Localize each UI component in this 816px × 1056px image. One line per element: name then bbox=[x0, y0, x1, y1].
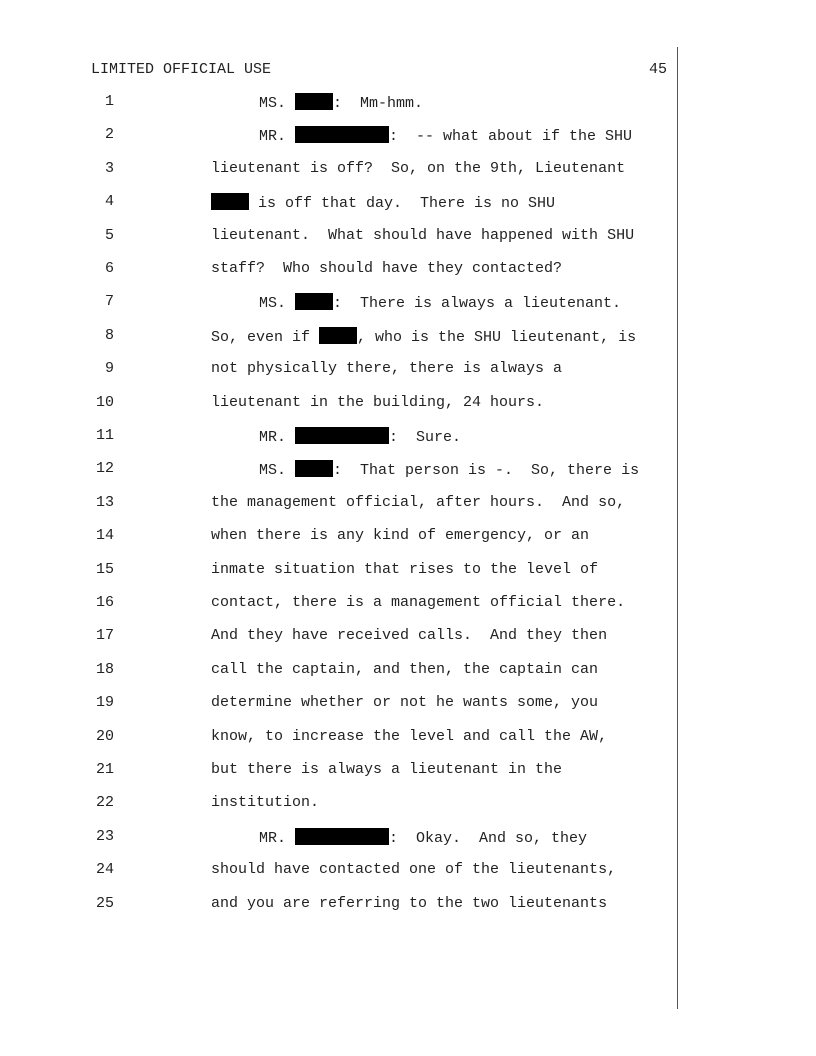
text-run: lieutenant is off? So, on the 9th, Lieutenant bbox=[211, 159, 626, 177]
line-text bbox=[211, 895, 607, 912]
text-run: So, even if bbox=[211, 328, 320, 346]
transcript-line bbox=[0, 661, 677, 681]
text-run: and you are referring to the two lieutenants bbox=[211, 894, 608, 912]
text-run: MS. bbox=[259, 462, 296, 480]
line-text bbox=[211, 661, 598, 678]
line-number: 6 bbox=[104, 260, 114, 277]
line-number: 8 bbox=[104, 326, 114, 344]
transcript-line bbox=[0, 527, 677, 547]
text-run: : That person is -. So, there is bbox=[333, 462, 640, 480]
line-number: 5 bbox=[104, 226, 114, 244]
line-text bbox=[211, 260, 562, 277]
transcript-line bbox=[0, 494, 677, 514]
text-run: institution. bbox=[211, 794, 320, 812]
transcript-line bbox=[0, 895, 677, 915]
line-number: 2 bbox=[104, 126, 114, 144]
transcript-line bbox=[0, 460, 677, 480]
line-number: 7 bbox=[104, 293, 114, 311]
text-run: MR. bbox=[259, 429, 296, 446]
text-run: : Sure. bbox=[389, 429, 462, 446]
line-text bbox=[259, 126, 632, 145]
transcript-line bbox=[0, 561, 677, 581]
text-run: when there is any kind of emergency, or an bbox=[211, 527, 590, 545]
line-text bbox=[211, 728, 607, 745]
text-run: should have contacted one of the lieutenants, bbox=[211, 861, 617, 879]
line-text bbox=[259, 460, 639, 479]
line-number: 25 bbox=[95, 894, 114, 912]
text-run: call the captain, and then, the captain can bbox=[211, 660, 599, 678]
transcript-line bbox=[0, 627, 677, 647]
line-text bbox=[211, 561, 598, 578]
line-text bbox=[259, 427, 461, 446]
redaction-box bbox=[319, 327, 357, 344]
redaction-box bbox=[295, 93, 333, 110]
line-number: 10 bbox=[95, 393, 114, 411]
text-run: not physically there, there is always a bbox=[211, 360, 563, 378]
text-run: MR. bbox=[259, 128, 296, 146]
line-text bbox=[259, 293, 621, 312]
line-text bbox=[211, 861, 616, 878]
line-text bbox=[211, 627, 607, 644]
line-number: 13 bbox=[95, 493, 114, 511]
text-run: determine whether or not he wants some, you bbox=[211, 694, 599, 712]
line-text bbox=[211, 594, 625, 611]
line-text bbox=[211, 694, 598, 711]
transcript-line bbox=[0, 427, 677, 447]
transcript-line bbox=[0, 794, 677, 814]
line-text bbox=[211, 794, 319, 811]
transcript-line bbox=[0, 193, 677, 213]
text-run: And they have received calls. And they then bbox=[211, 627, 608, 645]
transcript-line bbox=[0, 728, 677, 748]
page-header bbox=[91, 61, 667, 81]
text-run: lieutenant in the building, 24 hours. bbox=[211, 393, 545, 411]
line-text bbox=[211, 360, 562, 377]
text-run: : -- what about if the SHU bbox=[389, 128, 633, 146]
line-text bbox=[211, 394, 544, 411]
line-number: 12 bbox=[95, 460, 114, 478]
text-run: is off that day. There is no SHU bbox=[249, 195, 556, 213]
transcript-line bbox=[0, 160, 677, 180]
transcript-line bbox=[0, 227, 677, 247]
text-run: contact, there is a management official there. bbox=[211, 594, 626, 611]
line-text bbox=[211, 527, 589, 544]
line-text bbox=[211, 193, 555, 212]
transcript-line bbox=[0, 293, 677, 313]
line-number: 3 bbox=[104, 159, 114, 177]
right-margin-rule bbox=[677, 47, 678, 1009]
transcript-line bbox=[0, 260, 677, 280]
transcript-line bbox=[0, 694, 677, 714]
transcript-line bbox=[0, 327, 677, 347]
redaction-box bbox=[295, 460, 333, 477]
redaction-box bbox=[211, 193, 249, 210]
redaction-box bbox=[295, 427, 389, 444]
line-number: 24 bbox=[95, 861, 114, 879]
redaction-box bbox=[295, 828, 389, 845]
text-run: staff? Who should have they contacted? bbox=[211, 260, 563, 277]
page-number: 45 bbox=[648, 61, 667, 78]
line-number: 1 bbox=[104, 93, 114, 110]
line-number: 23 bbox=[95, 827, 114, 845]
text-run: , who is the SHU lieutenant, is bbox=[357, 328, 637, 346]
classification-label: LIMITED OFFICIAL USE bbox=[91, 61, 272, 78]
text-run: MS. bbox=[259, 95, 296, 112]
line-number: 20 bbox=[95, 727, 114, 745]
text-run: know, to increase the level and call the AW, bbox=[211, 727, 608, 745]
line-number: 22 bbox=[95, 794, 114, 812]
transcript-line bbox=[0, 828, 677, 848]
transcript-line bbox=[0, 594, 677, 614]
line-number: 9 bbox=[104, 360, 114, 378]
text-run: MR. bbox=[259, 829, 296, 847]
text-run: : Okay. And so, they bbox=[389, 829, 588, 847]
transcript-line bbox=[0, 93, 677, 113]
transcript-line bbox=[0, 761, 677, 781]
line-text bbox=[211, 327, 636, 346]
text-run: MS. bbox=[259, 295, 296, 313]
line-text bbox=[259, 93, 423, 112]
line-text bbox=[211, 761, 562, 778]
text-run: : Mm-hmm. bbox=[333, 95, 424, 112]
line-number: 19 bbox=[95, 694, 114, 712]
redaction-box bbox=[295, 293, 333, 310]
text-run: the management official, after hours. And so, bbox=[211, 493, 626, 511]
line-number: 18 bbox=[95, 660, 114, 678]
redaction-box bbox=[295, 126, 389, 143]
line-text bbox=[211, 160, 625, 177]
line-number: 16 bbox=[95, 594, 114, 611]
text-run: inmate situation that rises to the level of bbox=[211, 560, 599, 578]
transcript-line bbox=[0, 360, 677, 380]
line-text bbox=[259, 828, 587, 847]
text-run: but there is always a lieutenant in the bbox=[211, 761, 563, 778]
transcript-line bbox=[0, 861, 677, 881]
text-run: lieutenant. What should have happened with SHU bbox=[211, 226, 635, 244]
line-number: 17 bbox=[95, 627, 114, 645]
line-number: 4 bbox=[104, 193, 114, 211]
line-text bbox=[211, 227, 634, 244]
line-number: 15 bbox=[95, 560, 114, 578]
line-number: 21 bbox=[95, 761, 114, 778]
transcript-line bbox=[0, 394, 677, 414]
line-number: 11 bbox=[95, 427, 114, 444]
line-number: 14 bbox=[95, 527, 114, 545]
line-text bbox=[211, 494, 625, 511]
transcript-line bbox=[0, 126, 677, 146]
text-run: : There is always a lieutenant. bbox=[333, 295, 622, 313]
